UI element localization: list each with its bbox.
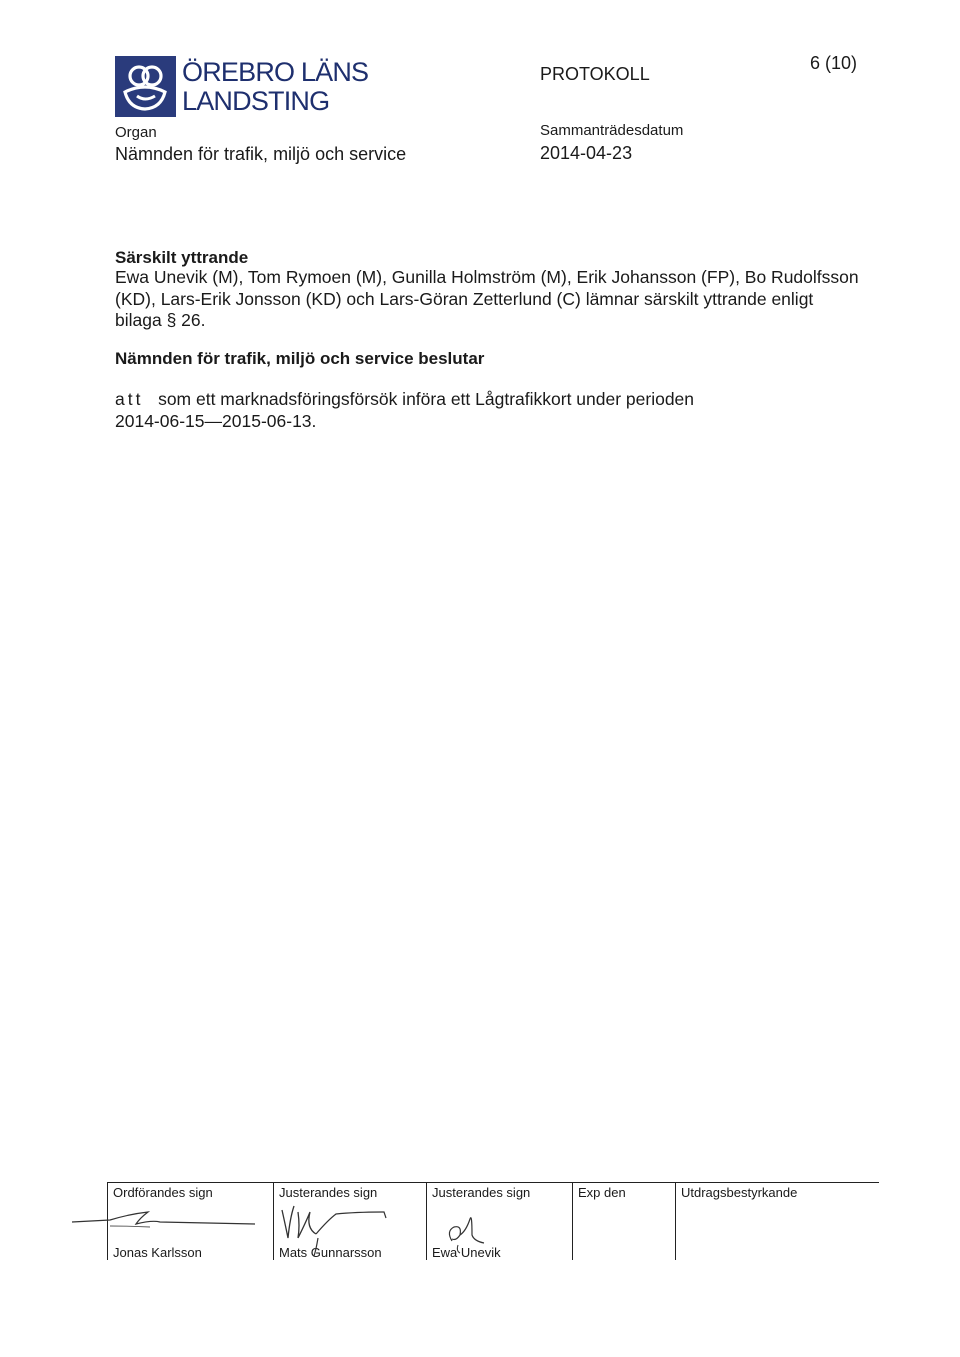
justerandes-sign-label-2: Justerandes sign	[432, 1185, 531, 1200]
signature-mats-gunnarsson	[276, 1198, 396, 1258]
signature-jonas-karlsson	[70, 1200, 260, 1240]
decision-line: 2014-06-15—2015-06-13.	[115, 410, 317, 431]
table-top-border	[107, 1182, 879, 1183]
table-divider	[426, 1182, 427, 1260]
paragraph-line: Ewa Unevik (M), Tom Rymoen (M), Gunilla Holmström (M), Erik Johansson (FP), Bo Rudolfsson	[115, 267, 859, 287]
page-number: 6 (10)	[810, 53, 858, 73]
decision-prefix: att	[115, 389, 144, 409]
org-name-line1: ÖREBRO LÄNS	[182, 57, 369, 87]
decision-line	[115, 389, 895, 411]
justerandes-name-1: Mats Gunnarsson	[279, 1245, 382, 1260]
paragraph-line: bilaga § 26.	[115, 310, 206, 330]
org-name-line2: LANDSTING	[182, 86, 330, 116]
utdragsbestyrkande-label: Utdragsbestyrkande	[681, 1185, 798, 1200]
ordforandes-sign-label: Ordförandes sign	[113, 1185, 213, 1200]
justerandes-name-2: Ewa Unevik	[432, 1245, 501, 1260]
table-divider	[273, 1182, 274, 1260]
justerandes-sign-label-1: Justerandes sign	[279, 1185, 378, 1200]
paragraph-line: (KD), Lars-Erik Jonsson (KD) och Lars-Göran Zetterlund (C) lämnar särskilt yttrande enligt	[115, 288, 814, 309]
decision-text: som ett marknadsföringsförsök införa ett Lågtrafikkort under perioden	[158, 389, 695, 409]
ordforandes-name: Jonas Karlsson	[113, 1245, 202, 1260]
section-heading-beslutar: Nämnden för trafik, miljö och service beslutar	[115, 349, 485, 368]
section1-paragraph	[115, 267, 895, 332]
landsting-logo	[115, 56, 176, 117]
decision-paragraph	[115, 389, 895, 432]
organ-label: Organ	[115, 124, 157, 141]
org-name	[182, 58, 368, 116]
doc-type: PROTOKOLL	[540, 64, 650, 84]
exp-den-label: Exp den	[578, 1185, 626, 1200]
table-divider	[572, 1182, 573, 1260]
date-value: 2014-04-23	[540, 143, 633, 163]
signature-ewa-unevik	[440, 1205, 510, 1255]
section-heading-sarskilt-yttrande: Särskilt yttrande	[115, 248, 249, 267]
date-label: Sammanträdesdatum	[540, 122, 684, 139]
organ-value: Nämnden för trafik, miljö och service	[115, 144, 407, 164]
landsting-emblem-icon	[115, 56, 176, 117]
table-divider	[675, 1182, 676, 1260]
